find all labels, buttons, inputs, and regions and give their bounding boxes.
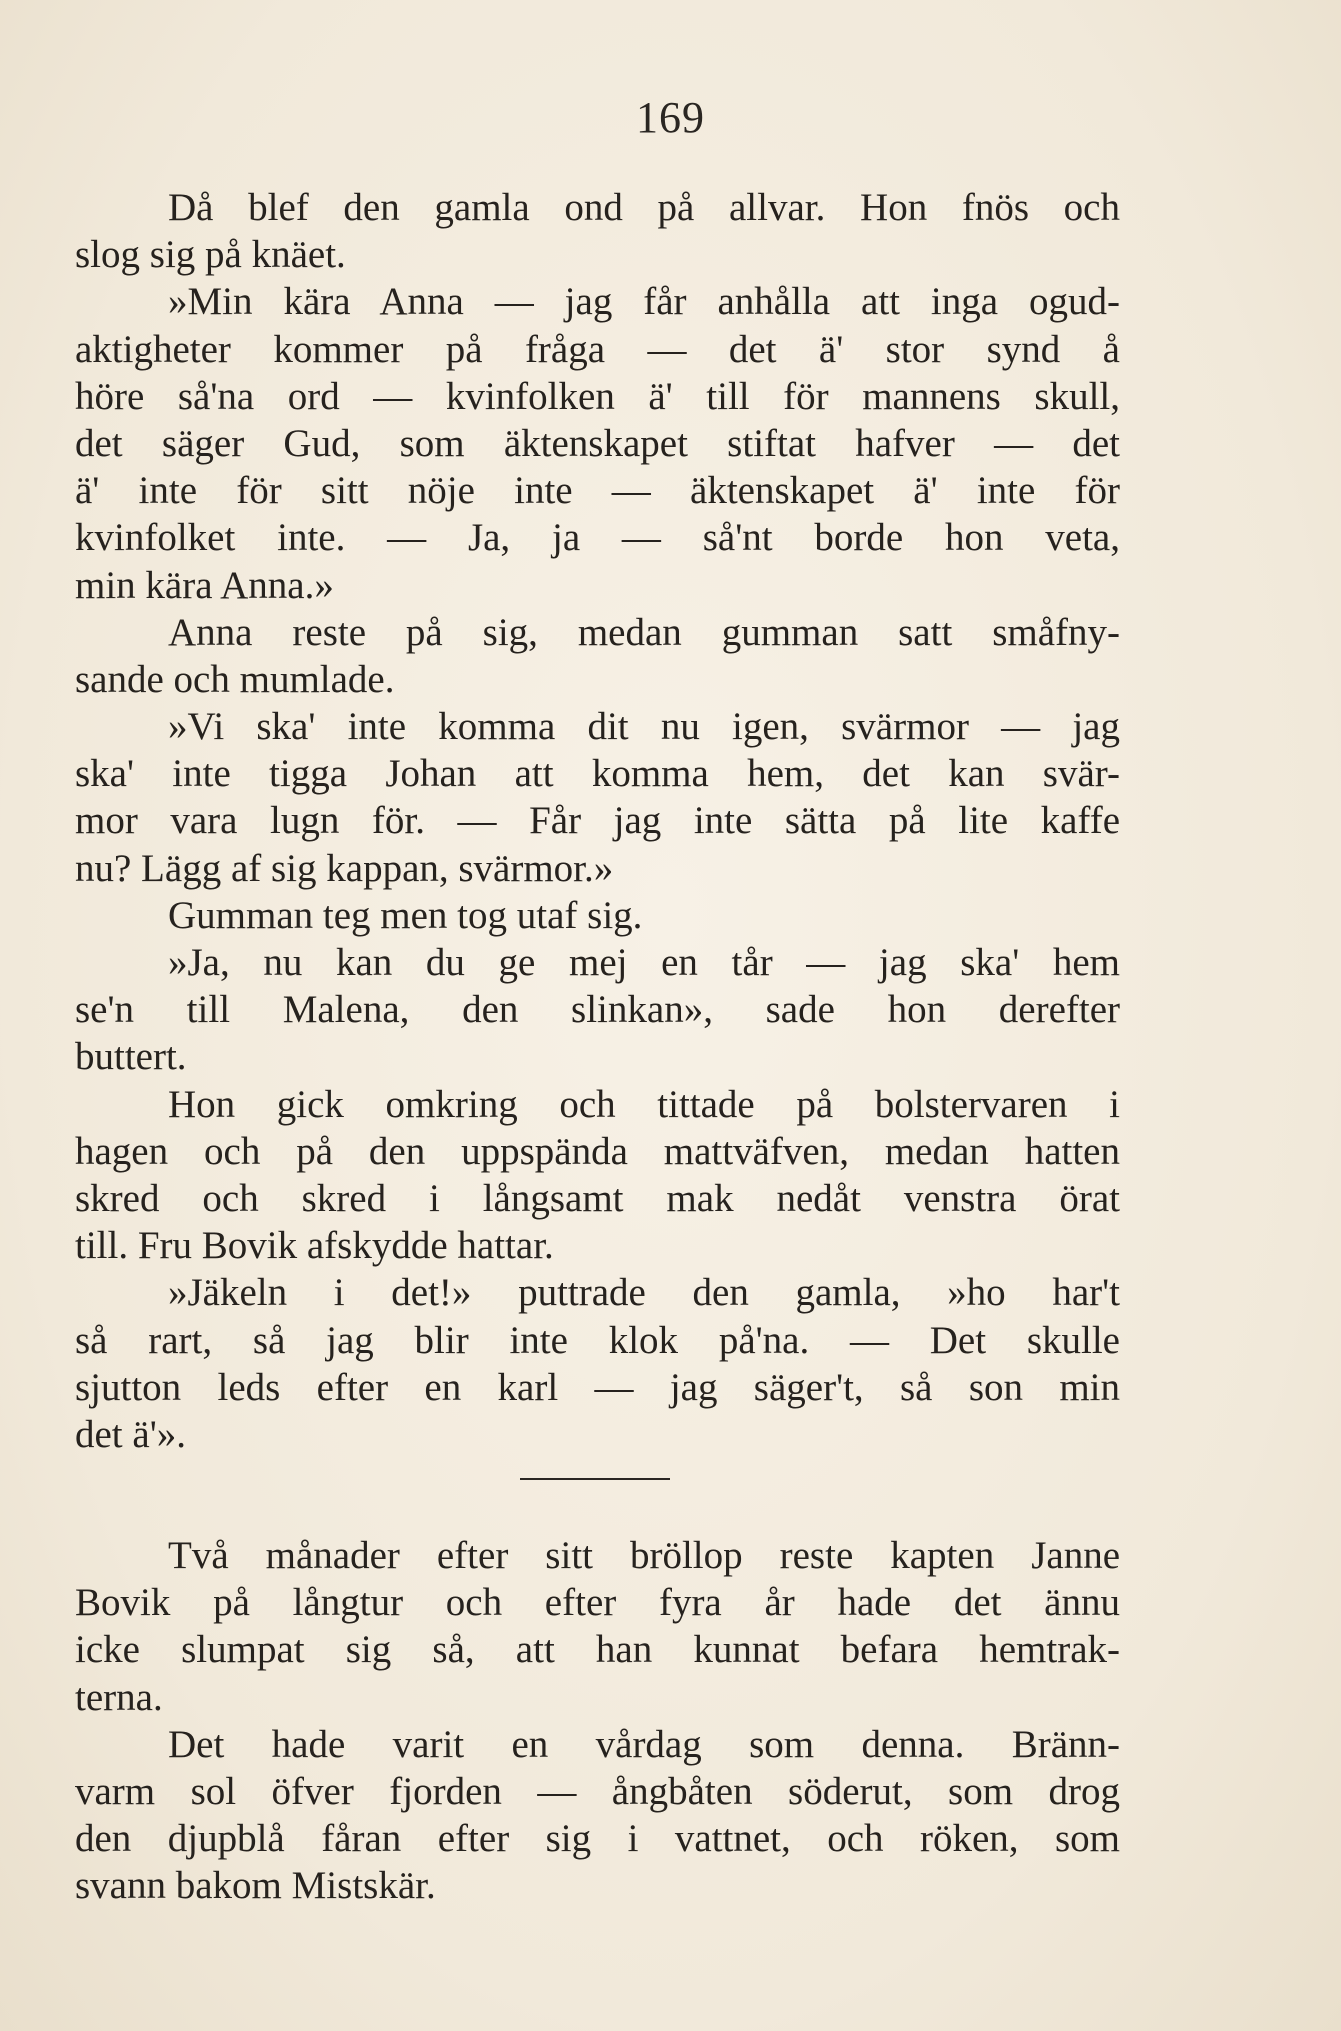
text-section-2 bbox=[75, 1532, 1120, 1910]
text-line: »Min kära Anna — jag får anhålla att inga ogud- bbox=[168, 280, 1120, 324]
text-line: Två månader efter sitt bröllop reste kapten Janne bbox=[168, 1534, 1120, 1578]
text-line: till. Fru Bovik afskydde hattar. bbox=[75, 1224, 554, 1268]
text-line: Då blef den gamla ond på allvar. Hon fnös och bbox=[168, 186, 1120, 229]
body-text bbox=[75, 184, 1120, 1910]
text-line: icke slumpat sig så, att han kunnat befara hemtrak- bbox=[75, 1628, 1120, 1672]
text-line: mor vara lugn för. — Får jag inte sätta på lite kaffe bbox=[75, 799, 1120, 843]
text-line: Hon gick omkring och tittade på bolstervaren i bbox=[168, 1082, 1120, 1126]
text-line: min kära Anna.» bbox=[75, 563, 334, 607]
text-line: det ä'». bbox=[75, 1412, 186, 1456]
text-section-1 bbox=[75, 184, 1120, 1458]
text-line: Bovik på långtur och efter fyra år hade det ännu bbox=[75, 1581, 1120, 1625]
text-line: slog sig på knäet. bbox=[75, 233, 346, 277]
text-line: så rart, så jag blir inte klok på'na. — Det skulle bbox=[75, 1318, 1120, 1362]
text-line: den djupblå fåran efter sig i vattnet, och röken, som bbox=[75, 1817, 1120, 1861]
text-line: sande och mumlade. bbox=[75, 657, 395, 701]
text-line: se'n till Malena, den slinkan», sade hon derefter bbox=[75, 988, 1120, 1032]
text-line: terna. bbox=[75, 1675, 163, 1719]
text-line: ska' inte tigga Johan att komma hem, det kan svär- bbox=[75, 752, 1120, 796]
section-divider bbox=[520, 1478, 670, 1480]
text-line: Anna reste på sig, medan gumman satt småfny- bbox=[168, 610, 1120, 654]
text-line: sjutton leds efter en karl — jag säger't, så son min bbox=[75, 1365, 1120, 1409]
text-line: Gumman teg men tog utaf sig. bbox=[168, 893, 643, 937]
text-line: skred och skred i långsamt mak nedåt venstra örat bbox=[75, 1176, 1120, 1220]
text-line: nu? Lägg af sig kappan, svärmor.» bbox=[75, 846, 614, 890]
text-line: »Vi ska' inte komma dit nu igen, svärmor — jag bbox=[168, 705, 1120, 749]
text-line: »Ja, nu kan du ge mej en tår — jag ska' hem bbox=[168, 941, 1120, 984]
text-line: buttert. bbox=[75, 1035, 187, 1079]
text-line: Det hade varit en vårdag som denna. Bränn- bbox=[168, 1722, 1120, 1766]
text-line: ä' inte för sitt nöje inte — äktenskapet ä' inte för bbox=[75, 469, 1120, 513]
text-line: »Jäkeln i det!» puttrade den gamla, »ho har't bbox=[168, 1271, 1120, 1315]
text-line: varm sol öfver fjorden — ångbåten söderut, som drog bbox=[75, 1770, 1120, 1813]
text-line: hagen och på den uppspända mattväfven, medan hatten bbox=[75, 1129, 1120, 1173]
text-line: höre så'na ord — kvinfolken ä' till för mannens skull, bbox=[75, 374, 1120, 418]
text-line: det säger Gud, som äktenskapet stiftat hafver — det bbox=[75, 421, 1120, 465]
text-line: aktigheter kommer på fråga — det ä' stor synd å bbox=[75, 327, 1120, 371]
text-line: svann bakom Mistskär. bbox=[75, 1864, 436, 1908]
text-line: kvinfolket inte. — Ja, ja — så'nt borde hon veta, bbox=[75, 516, 1120, 560]
page-number: 169 bbox=[636, 93, 705, 142]
